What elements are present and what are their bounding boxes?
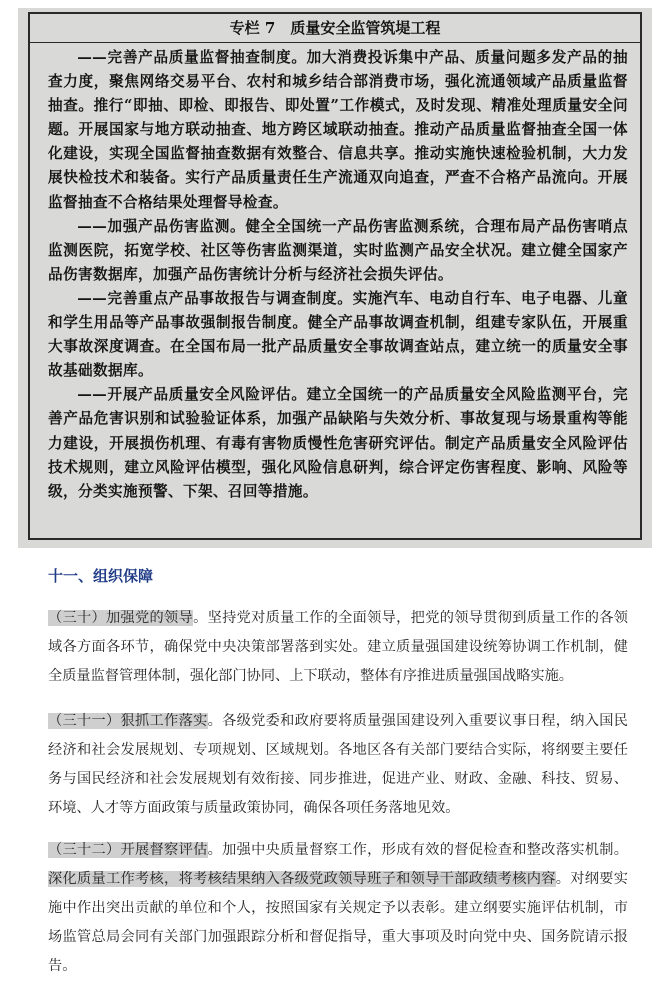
- column-paragraph: ——完善产品质量监督抽查制度。加大消费投诉集中产品、质量问题多发产品的抽查力度，聚焦网络交易平台、农村和城乡结合部消费市场，强化流通领域产品质量监督抽查。推行“即抽、即检、即报告、即处置”工作模式，及时发现、精准处理质量安全问题。开展国家与地方联动抽查、地方跨区域联动抽查。推动产品质量监督抽查全国一体化建设，实现全国监督抽查数据有效整合、信息共享。推动实施快速检验机制，大力发展快检技术和装备。实行产品质量责任生产流通双向追查，严查不合格产品流向。开展监督抽查不合格结果处理督导检查。: [48, 49, 628, 211]
- paragraph-text: 。各级党委和政府要将质量强国建设列入重要议事日程，纳入国民经济和社会发展规划、专项规划、区域规划。各地区各有关部门要结合实际，将纲要主要任务与国民经济和社会发展规划有效衔接、同步推进，促进产业、财政、金融、科技、贸易、环境、人才等方面政策与质量政策协同，确保各项任务落地见效。: [48, 713, 628, 816]
- paragraph-text: 。加强中央质量督察工作，形成有效的督促检查和整改落实机制。: [207, 842, 628, 858]
- scanned-column-image: [18, 8, 652, 548]
- paragraph-text: 。对纲要实施中作出突出贡献的单位和个人，按照国家有关规定予以表彰。建立纲要实施评估机制，市场监管总局会同有关部门加强跟踪分析和督促指导，重大事项及时向党中央、国务院请示报告。: [48, 871, 628, 974]
- column-paragraph: ——加强产品伤害监测。健全全国统一产品伤害监测系统，合理布局产品伤害哨点监测医院，拓宽学校、社区等伤害监测渠道，实时监测产品安全状况。建立健全国家产品伤害数据库，加强产品伤害统计分析与经济社会损失评估。: [48, 217, 628, 283]
- highlighted-title: （三十）加强党的领导: [48, 610, 194, 626]
- paragraph-30: [48, 604, 628, 691]
- highlighted-title: （三十一）狠抓工作落实: [48, 713, 208, 729]
- paragraph-31: [48, 707, 628, 823]
- paragraph-32: [48, 836, 628, 981]
- highlighted-title: （三十二）开展督察评估: [48, 842, 208, 858]
- paragraph-text: 。坚持党对质量工作的全面领导，把党的领导贯彻到质量工作的各领域各方面各环节，确保党中央决策部署落到实处。建立质量强国建设统筹协调工作机制，健全质量监督管理体制，强化部门协同、上下联动，整体有序推进质量强国战略实施。: [48, 610, 628, 684]
- column-body: [30, 43, 640, 504]
- section-heading: 十一、组织保障: [48, 567, 154, 585]
- highlighted-sentence: 深化质量工作考核，将考核结果纳入各级党政领导班子和领导干部政绩考核内容: [48, 871, 556, 887]
- column-box: [28, 12, 642, 540]
- column-paragraph: ——开展产品质量安全风险评估。建立全国统一的产品质量安全风险监测平台，完善产品危害识别和试验验证体系，加强产品缺陷与失效分析、事故复现与场景重构等能力建设，开展损伤机理、有毒有害物质慢性危害研究评估。制定产品质量安全风险评估技术规则，建立风险评估模型，强化风险信息研判，综合评定伤害程度、影响、风险等级，分类实施预警、下架、召回等措施。: [48, 386, 628, 500]
- column-title: 专栏 7 质量安全监管筑堤工程: [30, 14, 640, 43]
- column-paragraph: ——完善重点产品事故报告与调查制度。实施汽车、电动自行车、电子电器、儿童和学生用品等产品事故强制报告制度。健全产品事故调查机制，组建专家队伍，开展重大事故深度调查。在全国布局一批产品质量安全事故调查站点，建立统一的质量安全事故基础数据库。: [48, 289, 628, 380]
